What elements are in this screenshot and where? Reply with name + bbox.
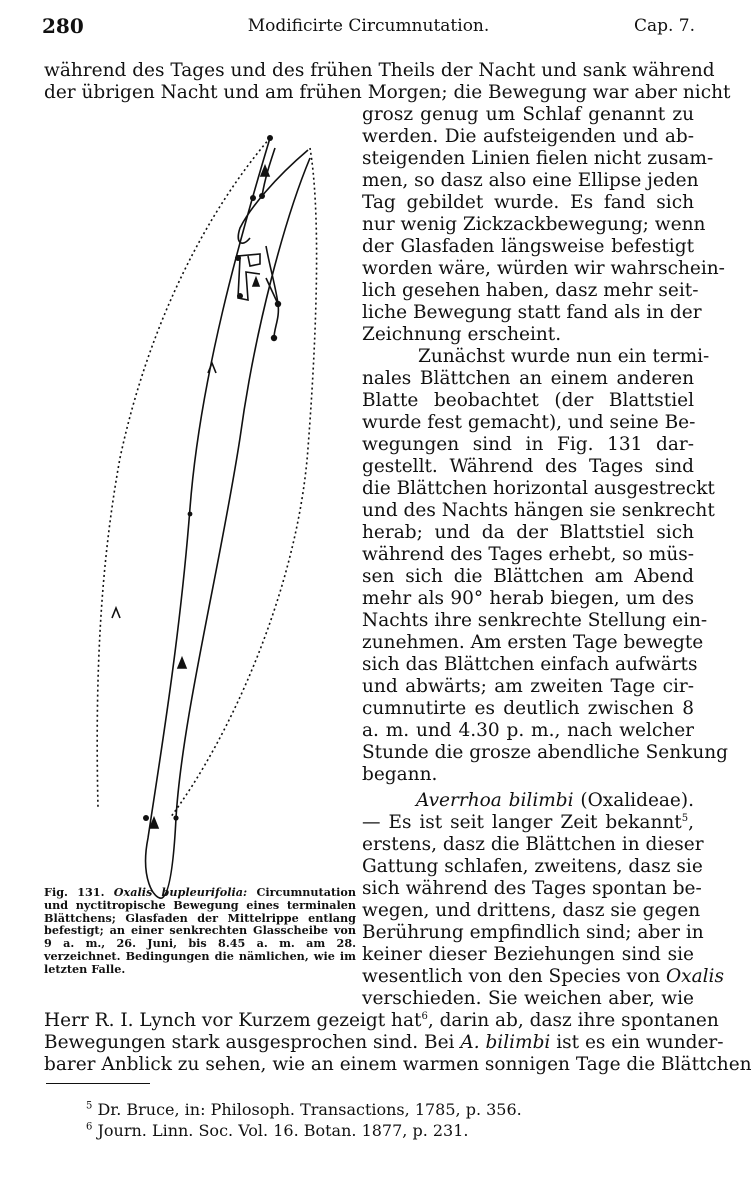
text-line: sich während des Tages spontan be- (362, 878, 702, 899)
species-name: Averrhoa bilimbi (416, 790, 574, 811)
text-line: und abwärts; am zweiten Tage cir- (362, 676, 694, 697)
footnote-text: Dr. Bruce, in: Philosoph. Transactions, 1785, p. 356. (97, 1100, 522, 1119)
text-line: Nachts ihre senkrechte Stellung ein- (362, 610, 708, 631)
text-line: men, so dasz also eine Ellipse jeden (362, 170, 699, 191)
text-line: liche Bewegung statt fand als in der (362, 302, 702, 323)
footnote (86, 1121, 686, 1141)
chapter-label: Cap. 7. (633, 16, 695, 36)
text-line: a. m. und 4.30 p. m., nach welcher (362, 720, 694, 741)
text-line: Tag gebildet wurde. Es fand sich (362, 192, 694, 213)
text-line: — Es ist seit langer Zeit bekannt$^5$, (362, 812, 694, 833)
species-name: A. bilimbi (460, 1032, 551, 1053)
page-number: 280 (42, 14, 84, 38)
text-line: Zunächst wurde nun ein termi- (418, 346, 710, 367)
trace-inner-1 (238, 150, 308, 243)
text-line: Stunde die grosze abendliche Senkung (362, 742, 729, 763)
text-line: wurde fest gemacht), und seine Be- (362, 412, 696, 433)
footnote-text: Journ. Linn. Soc. Vol. 16. Botan. 1877, p. 231. (97, 1121, 469, 1140)
text-line: werden. Die aufsteigenden und ab- (362, 126, 694, 147)
text-line: verschieden. Sie weichen aber, wie (362, 988, 694, 1009)
text-line: Herr R. I. Lynch vor Kurzem gezeigt hat$^6$, darin ab, dasz ihre spontanen (44, 1010, 719, 1031)
text-line: und des Nachts hängen sie senkrecht (362, 500, 715, 521)
text-line: grosz genug um Schlaf genannt zu (362, 104, 694, 125)
text-line: Gattung schlafen, zweitens, dasz sie (362, 856, 703, 877)
text-line: die Blättchen horizontal ausgestreckt (362, 478, 715, 499)
text-line: während des Tages und des frühen Theils der Nacht und sank während (44, 60, 715, 81)
text-line: worden wäre, würden wir wahrschein- (362, 258, 725, 279)
trace-outer-left (97, 138, 270, 808)
footnote-ref[interactable]: 6 (421, 1010, 428, 1022)
footnote-rule (46, 1083, 150, 1084)
text-line: wegungen sind in Fig. 131 dar- (362, 434, 694, 455)
trace-zigzag (238, 254, 260, 300)
text-line: wegen, und drittens, dasz sie gegen (362, 900, 701, 921)
text-line: keiner dieser Beziehungen sind sie (362, 944, 694, 965)
trace-outer-right (146, 138, 310, 898)
genus-name: Oxalis (666, 966, 724, 987)
family-name: (Oxalideae). (580, 790, 694, 811)
footnote-mark: 5 (86, 1100, 93, 1112)
text-line: zunehmen. Am ersten Tage bewegte (362, 632, 704, 653)
text-line: erstens, dasz die Blättchen in dieser (362, 834, 704, 855)
circumnutation-diagram (70, 118, 350, 908)
text-line: begann. (362, 764, 438, 785)
running-title: Modificirte Circumnutation. (247, 16, 490, 36)
footnote-ref[interactable]: 5 (681, 812, 689, 824)
figure-caption (44, 886, 356, 976)
figure-131-tracing (70, 118, 350, 908)
text-line: nales Blättchen an einem anderen (362, 368, 694, 389)
text-line: mehr als 90° herab biegen, um des (362, 588, 694, 609)
text-line: während des Tages erhebt, so müs- (362, 544, 694, 565)
text-line: Bewegungen stark ausgesprochen sind. Bei A. bilimbi ist es ein wunder- (44, 1032, 724, 1053)
running-head (42, 14, 695, 40)
figure-caption-text: Circumnutation und nyctitropische Bewegung eines terminalen Blättchens; Glasfaden der Mittelrippe entlang befestigt; an einer senkrechten Glasscheibe von 9 a. m., 26. Juni, bis 8.45 a. m. am 28. verzeichnet. Bedingungen die nämlichen, wie im letzten Falle. (44, 885, 356, 976)
text-line (362, 790, 694, 812)
text-line: sen sich die Blättchen am Abend (362, 566, 694, 587)
text-line: lich gesehen haben, dasz mehr seit- (362, 280, 699, 301)
footnote-mark: 6 (86, 1121, 93, 1133)
figure-species: Oxalis bupleurifolia: (113, 885, 248, 899)
text-line: nur wenig Zickzackbewegung; wenn (362, 214, 706, 235)
text-line: Blatte beobachtet (der Blattstiel (362, 390, 694, 411)
text-line: Berührung empfindlich sind; aber in (362, 922, 704, 943)
text-line: wesentlich von den Species von Oxalis (362, 966, 724, 987)
text-line: der Glasfaden längsweise befestigt (362, 236, 694, 257)
text-line: herab; und da der Blattstiel sich (362, 522, 694, 543)
text-line: gestellt. Während des Tages sind (362, 456, 694, 477)
text-line: steigenden Linien fielen nicht zusam- (362, 148, 714, 169)
footnote (86, 1100, 686, 1120)
text-line: Zeichnung erscheint. (362, 324, 562, 345)
text-line: der übrigen Nacht und am frühen Morgen; die Bewegung war aber nicht (44, 82, 731, 103)
text-line: cumnutirte es deutlich zwischen 8 (362, 698, 694, 719)
text-line: sich das Blättchen einfach aufwärts (362, 654, 698, 675)
figure-label: Fig. 131. (44, 885, 105, 899)
text-line: barer Anblick zu sehen, wie an einem warmen sonnigen Tage die Blättchen (44, 1054, 752, 1075)
